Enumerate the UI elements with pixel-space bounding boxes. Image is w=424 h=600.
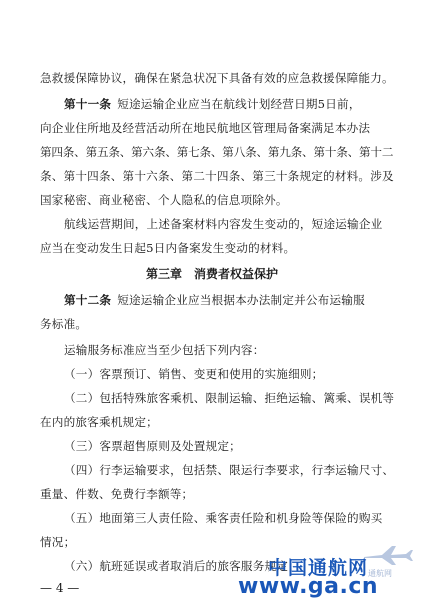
list-item: （四）行李运输要求，包括禁、限运行李要求，行李运输尺寸、 bbox=[64, 463, 395, 477]
text-line: 情况； bbox=[40, 535, 76, 549]
text-line: 国家秘密、商业秘密、个人隐私的信息项除外。 bbox=[40, 193, 288, 207]
article-11-title: 第十一条 bbox=[64, 97, 112, 111]
text-line: 向企业住所地及经营活动所在地民航地区管理局备案满足本办法 bbox=[40, 121, 371, 135]
text-line: 重量、件数、免费行李额等； bbox=[40, 487, 194, 501]
text-line: 在内的旅客乘机规定； bbox=[40, 415, 158, 429]
article-12-text: 短途运输企业应当根据本办法制定并公布运输服 bbox=[117, 293, 365, 307]
text-line: 应当在变动发生日起5日内备案发生变动的材料。 bbox=[40, 241, 296, 255]
text-line: 第四条、第五条、第六条、第七条、第八条、第九条、第十条、第十二 bbox=[40, 145, 394, 159]
article-12-title: 第十二条 bbox=[64, 293, 112, 307]
chapter-heading: 第三章 消费者权益保护 bbox=[145, 267, 278, 281]
page-number: — 4 — bbox=[40, 581, 80, 595]
list-item: （五）地面第三人责任险、乘客责任险和机身险等保险的购买 bbox=[64, 511, 383, 525]
watermark-url: www.ga.cn bbox=[238, 574, 379, 599]
text-line: 航线运营期间，上述备案材料内容发生变动的，短途运输企业 bbox=[64, 217, 383, 231]
list-item: （二）包括特殊旅客乘机、限制运输、拒绝运输、篱乘、误机等 bbox=[64, 391, 395, 405]
text-line: 条、第十四条、第十六条、第二十四条、第三十条规定的材料。涉及 bbox=[40, 169, 394, 183]
watermark-site-name: 中国通航网 bbox=[268, 557, 369, 579]
airplane-icon bbox=[362, 544, 414, 566]
text-line: 急救援保障协议，确保在紧急状况下具备有效的应急救援保障能力。 bbox=[40, 71, 394, 85]
text-line: 务标准。 bbox=[40, 317, 88, 331]
list-item: （一）客票预订、销售、变更和使用的实施细则； bbox=[64, 367, 324, 381]
list-item: （六）航班延误或者取消后的旅客服务规定； bbox=[64, 559, 300, 573]
watermark-small-text: 通航网 bbox=[368, 569, 392, 578]
list-item: （三）客票超售原则及处置规定； bbox=[64, 439, 241, 453]
article-12-line bbox=[40, 292, 380, 308]
article-11-text: 短途运输企业应当在航线计划经营日期5日前， bbox=[117, 97, 361, 111]
text-line: 运输服务标准应当至少包括下列内容： bbox=[64, 343, 265, 357]
article-11-line bbox=[40, 96, 380, 112]
